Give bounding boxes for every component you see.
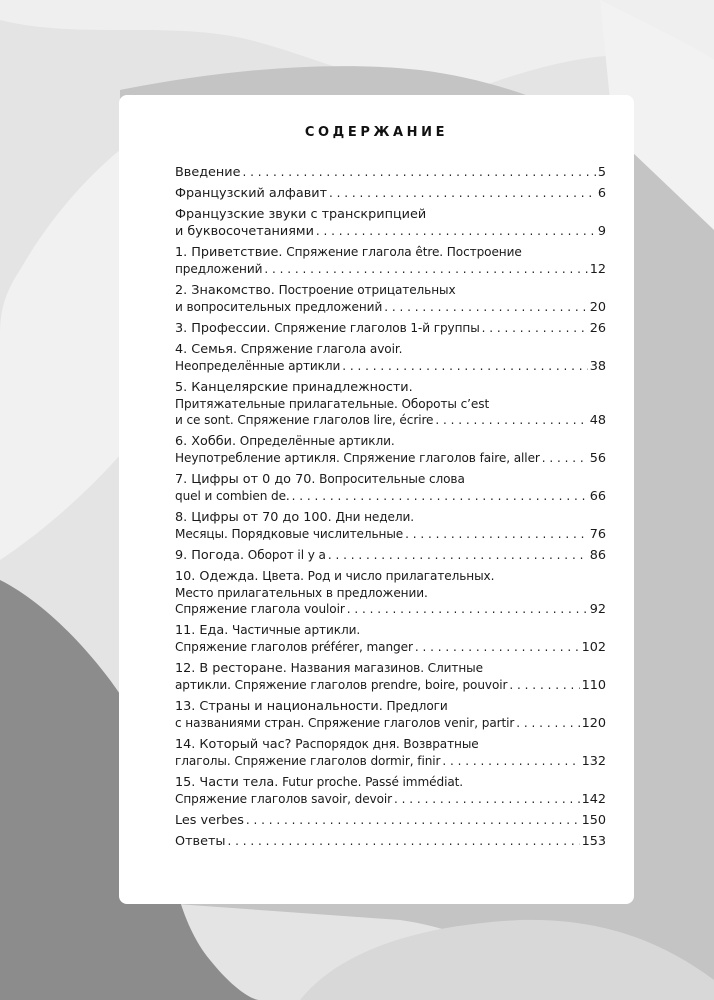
dot-leader (405, 526, 588, 542)
toc-entry-line (175, 753, 606, 770)
toc-entry[interactable] (175, 282, 606, 316)
toc-entry-line (175, 774, 606, 791)
toc-entry-heading: 11. Еда. (175, 623, 229, 638)
toc-entry-text (175, 282, 456, 299)
dot-leader (516, 715, 579, 731)
page-number: 12 (589, 262, 606, 277)
toc-entry-text (175, 433, 395, 450)
toc-entry-subtitle: Названия магазинов. Слитные (286, 661, 483, 675)
toc-entry[interactable] (175, 736, 606, 770)
toc-entry-subtitle: Спряжение глагола avoir. (237, 342, 403, 356)
toc-entry-text (175, 568, 494, 585)
toc-entry-line (175, 320, 606, 337)
toc-entry-line (175, 677, 606, 694)
page-title: СОДЕРЖАНИЕ (304, 125, 449, 140)
toc-entry[interactable] (175, 379, 606, 429)
toc-entry-text (175, 698, 448, 715)
toc-entry-line (175, 299, 606, 316)
page-number: 142 (581, 792, 606, 807)
dot-leader (228, 833, 580, 849)
page-number: 120 (581, 716, 606, 731)
toc-entry-line (175, 833, 606, 850)
toc-entry-line (175, 206, 606, 223)
toc-entry-subtitle: Спряжение глагола vouloir (175, 602, 345, 616)
page-number: 132 (581, 754, 606, 769)
toc-entry-heading: 9. Погода. (175, 548, 245, 563)
toc-entry-heading: и буквосочетаниями (175, 224, 314, 239)
toc-entry-text (175, 320, 480, 337)
toc-entry-heading: 4. Семья. (175, 342, 238, 357)
page-number: 48 (589, 413, 606, 428)
toc-entry-line (175, 471, 606, 488)
toc-entry-line (175, 396, 606, 412)
toc-page (119, 95, 634, 904)
toc-entry-text (175, 379, 413, 396)
toc-entry-subtitle: предложений (175, 262, 263, 276)
toc-entry-line (175, 223, 606, 240)
dot-leader (415, 639, 580, 655)
toc-entry-heading: 14. Который час? (175, 737, 292, 752)
toc-entry-text (175, 660, 483, 677)
toc-entry-line (175, 812, 606, 829)
toc-entry-heading: 7. Цифры от 0 до 70. (175, 472, 316, 487)
toc-entry-heading: Ответы (175, 834, 226, 849)
toc-entry-text (175, 753, 440, 769)
toc-entry-subtitle: Определённые артикли. (236, 434, 395, 448)
page-number: 9 (597, 224, 606, 239)
toc-entry-subtitle: Частичные артикли. (228, 623, 361, 637)
toc-entry-text (175, 261, 262, 277)
toc-entry-text (175, 736, 479, 753)
toc-entry-subtitle: Неупотребление артикля. Спряжение глаголов faire, aller (175, 451, 540, 465)
toc-entry-heading: 2. Знакомство. (175, 283, 275, 298)
toc-entry-heading: 5. Канцелярские принадлежности. (175, 380, 413, 395)
toc-entry-text (175, 185, 327, 202)
toc-entry-text (175, 622, 360, 639)
dot-leader (509, 677, 579, 693)
dot-leader (542, 450, 588, 466)
toc-entry-heading: 1. Приветствие. (175, 245, 283, 260)
toc-entry[interactable] (175, 698, 606, 732)
toc-entry-subtitle: quel и combien de. (175, 489, 290, 503)
toc-entry-line (175, 261, 606, 278)
toc-entry-text (175, 509, 414, 526)
page-number: 86 (589, 548, 606, 563)
toc-entry-text (175, 547, 326, 564)
toc-entry[interactable] (175, 547, 606, 564)
toc-entry-text (175, 358, 340, 374)
toc-entry-line (175, 185, 606, 202)
toc-entry-text (175, 833, 226, 850)
toc-entry[interactable] (175, 660, 606, 694)
toc-entry[interactable] (175, 509, 606, 543)
toc-entry-subtitle: Дни недели. (331, 510, 415, 524)
toc-entry-line (175, 526, 606, 543)
toc-entry[interactable] (175, 833, 606, 850)
toc-entry[interactable] (175, 244, 606, 278)
toc-entry-text (175, 526, 403, 542)
toc-entry-subtitle: Притяжательные прилагательные. Обороты c’est (175, 397, 490, 411)
toc-entry-line (175, 791, 606, 808)
toc-entry-heading: 8. Цифры от 70 до 100. (175, 510, 332, 525)
page-number: 5 (597, 165, 606, 180)
toc-entry-subtitle: глаголы. Спряжение глаголов dormir, finir (175, 754, 441, 768)
table-of-contents (175, 164, 606, 850)
toc-entry-line (175, 601, 606, 618)
toc-entry-text (175, 223, 314, 240)
toc-entry-line (175, 433, 606, 450)
toc-entry[interactable] (175, 433, 606, 467)
toc-entry-subtitle: Спряжение глаголов préférer, manger (175, 640, 413, 654)
toc-entry-subtitle: Futur proche. Passé immédiat. (278, 775, 464, 789)
toc-entry-subtitle: Спряжение глаголов 1-й группы (270, 321, 480, 335)
toc-entry-heading: Введение (175, 165, 241, 180)
toc-entry-line (175, 164, 606, 181)
toc-entry-line (175, 379, 606, 396)
toc-entry-subtitle: Предлоги (382, 699, 448, 713)
toc-entry-line (175, 660, 606, 677)
toc-entry-line (175, 488, 606, 505)
toc-entry-heading: Французские звуки с транскрипцией (175, 207, 427, 222)
dot-leader (347, 601, 588, 617)
toc-entry[interactable] (175, 164, 606, 181)
toc-entry-subtitle: Спряжение глаголов savoir, devoir (175, 792, 393, 806)
toc-entry-text (175, 488, 290, 504)
toc-entry-text (175, 450, 540, 466)
page-number: 66 (589, 489, 606, 504)
dot-leader (316, 223, 596, 239)
toc-entry-line (175, 698, 606, 715)
toc-entry-heading: Les verbes (175, 813, 244, 828)
dot-leader (292, 488, 588, 504)
dot-leader (384, 299, 588, 315)
toc-entry-subtitle: с названиями стран. Спряжение глаголов venir, partir (175, 716, 515, 730)
toc-entry-line (175, 509, 606, 526)
page-number: 6 (597, 186, 606, 201)
page-number: 26 (589, 321, 606, 336)
dot-leader (435, 412, 587, 428)
toc-entry-text (175, 164, 240, 181)
toc-entry-subtitle: и вопросительных предложений (175, 300, 383, 314)
toc-entry-subtitle: Вопросительные слова (315, 472, 465, 486)
toc-entry-line (175, 341, 606, 358)
toc-entry-subtitle: Распорядок дня. Возвратные (291, 737, 479, 751)
toc-entry-subtitle: и ce sont. Спряжение глаголов lire, écrire (175, 413, 434, 427)
toc-entry-subtitle: Неопределённые артикли (175, 359, 341, 373)
toc-entry-line (175, 412, 606, 429)
toc-entry-line (175, 568, 606, 585)
page-number: 150 (581, 813, 606, 828)
toc-entry-text (175, 244, 522, 261)
toc-entry-text (175, 471, 465, 488)
toc-entry[interactable] (175, 185, 606, 202)
toc-entry-subtitle: Месяцы. Порядковые числительные (175, 527, 404, 541)
toc-entry[interactable] (175, 320, 606, 337)
toc-entry-text (175, 206, 426, 223)
toc-entry[interactable] (175, 206, 606, 240)
dot-leader (329, 185, 596, 201)
toc-entry[interactable] (175, 471, 606, 505)
toc-entry-heading: 3. Профессии. (175, 321, 271, 336)
page-number: 56 (589, 451, 606, 466)
toc-entry-text (175, 812, 244, 829)
toc-entry-line (175, 244, 606, 261)
toc-entry-line (175, 585, 606, 601)
toc-entry-heading: 13. Страны и национальности. (175, 699, 383, 714)
toc-entry-text (175, 677, 507, 693)
dot-leader (246, 812, 580, 828)
toc-entry-text (175, 639, 413, 655)
toc-entry-subtitle: Место прилагательных в предложении. (175, 586, 428, 600)
toc-entry-text (175, 299, 382, 315)
toc-entry-heading: 10. Одежда. (175, 569, 259, 584)
toc-entry-text (175, 791, 392, 807)
toc-entry-text (175, 715, 514, 731)
dot-leader (242, 164, 595, 180)
toc-entry[interactable] (175, 774, 606, 808)
toc-entry-text (175, 396, 489, 412)
toc-entry-line (175, 736, 606, 753)
toc-entry-heading: 15. Части тела. (175, 775, 279, 790)
toc-entry-text (175, 341, 402, 358)
page-number: 76 (589, 527, 606, 542)
toc-entry-heading: 6. Хобби. (175, 434, 237, 449)
dot-leader (394, 791, 580, 807)
page-number: 38 (589, 359, 606, 374)
page-number: 110 (581, 678, 606, 693)
toc-entry-text (175, 412, 433, 428)
page-number: 92 (589, 602, 606, 617)
toc-entry-line (175, 622, 606, 639)
toc-entry-subtitle: Построение отрицательных (274, 283, 456, 297)
page-number: 102 (581, 640, 606, 655)
toc-entry-heading: Французский алфавит (175, 186, 328, 201)
toc-entry-subtitle: Цвета. Род и число прилагательных. (258, 569, 495, 583)
toc-entry[interactable] (175, 812, 606, 829)
toc-entry-text (175, 601, 345, 617)
toc-entry-subtitle: артикли. Спряжение глаголов prendre, boire, pouvoir (175, 678, 508, 692)
toc-entry-line (175, 358, 606, 375)
toc-entry[interactable] (175, 622, 606, 656)
page-number: 20 (589, 300, 606, 315)
toc-entry-line (175, 547, 606, 564)
toc-entry-subtitle: Спряжение глагола être. Построение (282, 245, 522, 259)
dot-leader (342, 358, 587, 374)
dot-leader (328, 547, 588, 563)
toc-entry-line (175, 450, 606, 467)
toc-entry-line (175, 639, 606, 656)
toc-entry-line (175, 282, 606, 299)
toc-entry-text (175, 585, 428, 601)
toc-entry[interactable] (175, 568, 606, 618)
toc-entry[interactable] (175, 341, 606, 375)
dot-leader (442, 753, 579, 769)
toc-entry-subtitle: Оборот il y a (244, 548, 326, 562)
toc-entry-text (175, 774, 463, 791)
toc-entry-line (175, 715, 606, 732)
dot-leader (264, 261, 587, 277)
dot-leader (482, 320, 588, 336)
toc-entry-heading: 12. В ресторане. (175, 661, 287, 676)
page-number: 153 (581, 834, 606, 849)
